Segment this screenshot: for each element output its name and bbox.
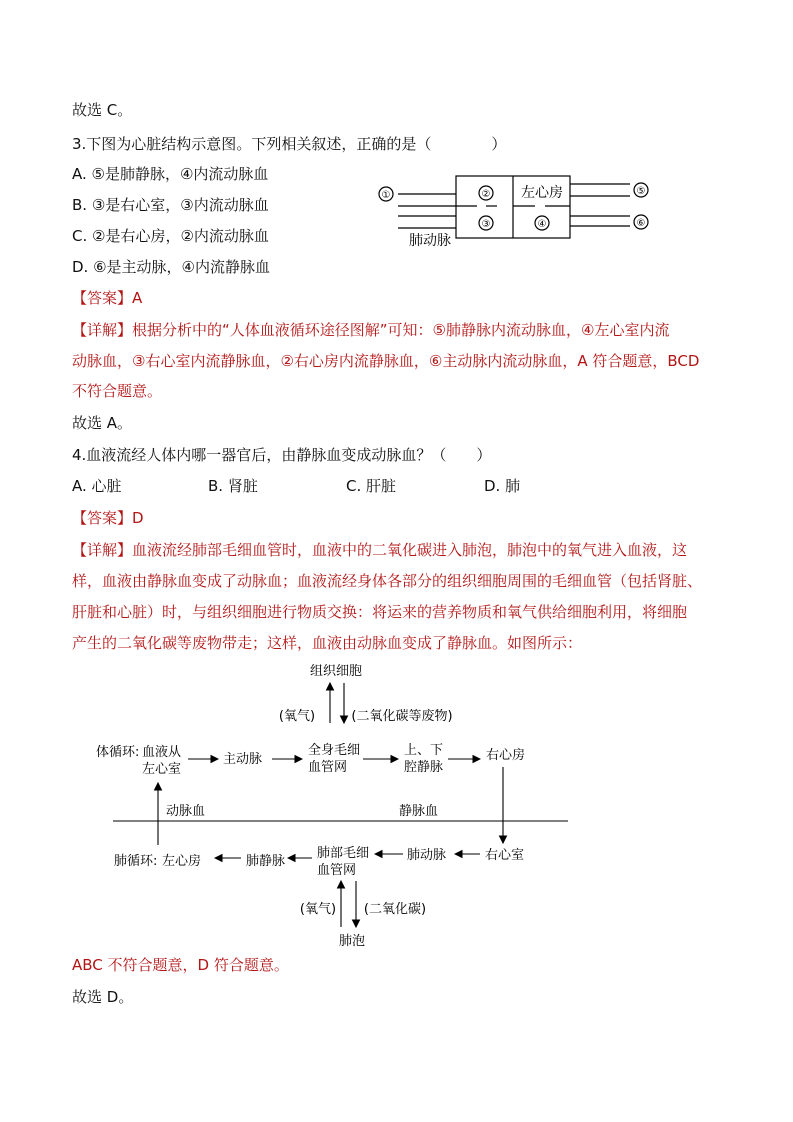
q4-option-a: A. 心脏 bbox=[72, 477, 122, 495]
label-5: ⑤ bbox=[636, 186, 646, 197]
label-4: ④ bbox=[537, 219, 547, 230]
oxygen-top: (氧气) bbox=[278, 709, 316, 724]
q3-conclusion: 故选 A。 bbox=[72, 414, 133, 432]
tissue-cells: 组织细胞 bbox=[309, 664, 363, 679]
q4-detail-line-4: 产生的二氧化碳等废物带走；这样，血液由动脉血变成了静脉血。如图所示： bbox=[72, 634, 583, 652]
q3-stem: 3.下图为心脏结构示意图。下列相关叙述，正确的是（ ） bbox=[72, 135, 507, 153]
alveoli: 肺泡 bbox=[338, 934, 366, 949]
venous-blood-label: 静脉血 bbox=[399, 804, 439, 819]
label-6: ⑥ bbox=[636, 218, 646, 229]
vena-cava-2: 腔静脉 bbox=[404, 760, 444, 775]
lung-capillary-1: 肺部毛细 bbox=[317, 846, 370, 861]
q4-detail-line-2: 样，血液由静脉血变成了动脉血；血液流经身体各部分的组织细胞周围的毛细血管（包括肾脏、 bbox=[72, 572, 703, 590]
q4-option-d: D. 肺 bbox=[484, 477, 521, 495]
label-2: ② bbox=[481, 189, 491, 200]
blood-from-1: 血液从 bbox=[142, 745, 182, 760]
circulation-diagram bbox=[0, 655, 793, 955]
pulmonary-artery-label: 肺动脉 bbox=[409, 233, 451, 249]
q3-option-c: C. ②是右心房，②内流动脉血 bbox=[72, 227, 269, 245]
q4-stem: 4.血液流经人体内哪一器官后，由静脉血变成动脉血？（ ） bbox=[72, 446, 492, 464]
oxygen-bottom: (氧气) bbox=[299, 902, 337, 917]
blood-from-2: 左心室 bbox=[142, 762, 182, 777]
q4-answer: 【答案】D bbox=[72, 509, 144, 527]
q3-option-d: D. ⑥是主动脉，④内流静脉血 bbox=[72, 258, 270, 276]
q3-detail-line-2: 动脉血，③右心室内流静脉血，②右心房内流静脉血，⑥主动脉内流动脉血，A 符合题意，BCD bbox=[72, 352, 700, 370]
label-3: ③ bbox=[481, 219, 491, 230]
q3-option-a: A. ⑤是肺静脉，④内流动脉血 bbox=[72, 165, 269, 183]
label-1: ① bbox=[381, 190, 391, 201]
q3-detail-line-1: 【详解】根据分析中的“人体血液循环途径图解”可知：⑤肺静脉内流动脉血，④左心室内流 bbox=[72, 321, 670, 339]
vena-cava-1: 上、下 bbox=[404, 743, 444, 758]
pulmonary-artery: 肺动脉 bbox=[407, 848, 447, 863]
left-atrium: 左心房 bbox=[162, 854, 202, 869]
systemic-prefix: 体循环: bbox=[96, 745, 140, 760]
q4-option-c: C. 肝脏 bbox=[346, 477, 397, 495]
q3-answer: 【答案】A bbox=[72, 289, 143, 307]
q4-result: ABC 不符合题意，D 符合题意。 bbox=[72, 956, 289, 974]
q4-detail-line-3: 肝脏和心脏）时，与组织细胞进行物质交换：将运来的营养物质和氧气供给细胞利用，将细胞 bbox=[72, 603, 688, 621]
pulmonary-prefix: 肺循环: bbox=[114, 854, 158, 869]
pulmonary-vein: 肺静脉 bbox=[246, 854, 286, 869]
q4-detail-line-1: 【详解】血液流经肺部毛细血管时，血液中的二氧化碳进入肺泡，肺泡中的氧气进入血液，这 bbox=[72, 541, 688, 559]
left-atrium-label: 左心房 bbox=[521, 185, 563, 201]
q4-conclusion: 故选 D。 bbox=[72, 988, 134, 1006]
co2-bottom: (二氧化碳) bbox=[363, 902, 427, 917]
heart-diagram bbox=[370, 168, 660, 258]
q3-detail-line-3: 不符合题意。 bbox=[72, 382, 163, 400]
q3-option-b: B. ③是右心室，③内流动脉血 bbox=[72, 196, 269, 214]
right-atrium: 右心房 bbox=[486, 748, 526, 763]
aorta: 主动脉 bbox=[223, 752, 263, 767]
body-capillary-2: 血管网 bbox=[308, 760, 348, 775]
q4-option-b: B. 肾脏 bbox=[208, 477, 258, 495]
prev-conclusion: 故选 C。 bbox=[72, 101, 133, 119]
right-ventricle: 右心室 bbox=[485, 848, 525, 863]
lung-capillary-2: 血管网 bbox=[317, 863, 357, 878]
co2-waste: (二氧化碳等废物) bbox=[351, 709, 453, 724]
body-capillary-1: 全身毛细 bbox=[308, 743, 361, 758]
arterial-blood-label: 动脉血 bbox=[166, 804, 206, 819]
